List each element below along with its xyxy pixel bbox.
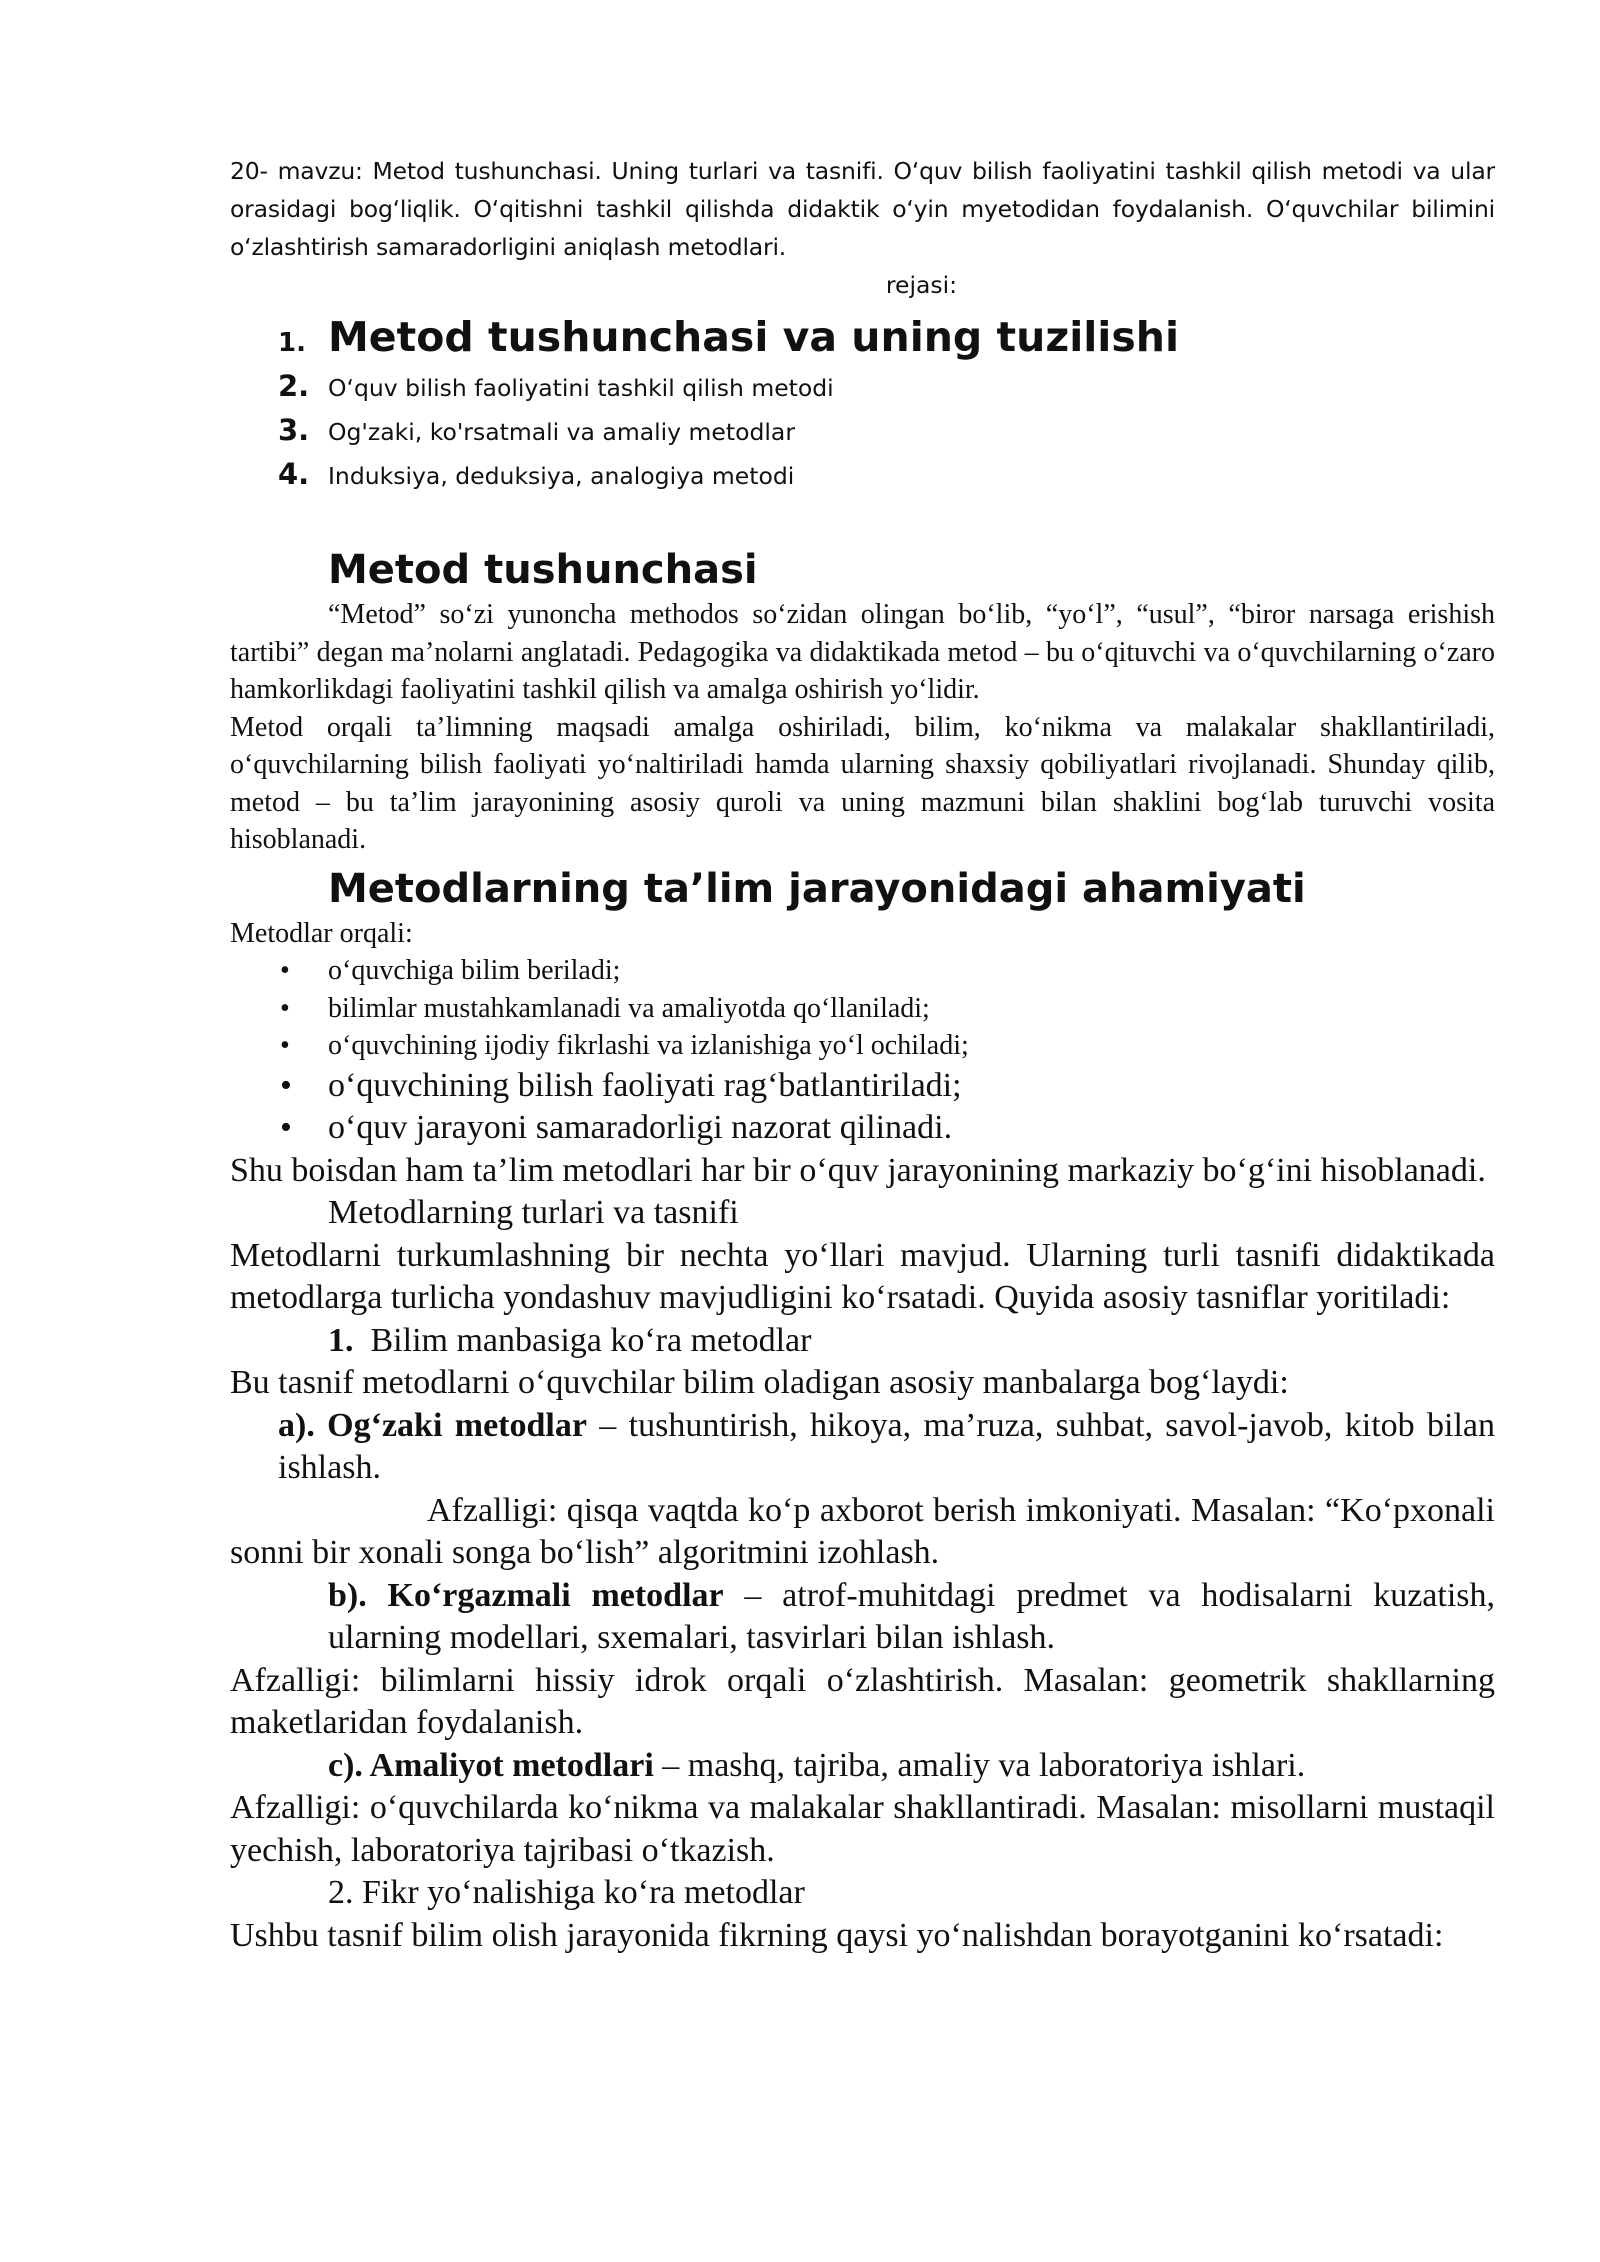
list-item: [230, 990, 1495, 1028]
bullet-icon: •: [280, 955, 290, 986]
topic-paragraph: 20- mavzu: Metod tushunchasi. Uning turlari va tasnifi. O‘quv bilish faoliyatini tashkil qilish metodi va ular orasidagi bog‘liqlik. O‘qitishni tashkil qilishda didaktik o‘yin myetodidan foydalanish. O‘quvchilar bilimini o‘zlashtirish samaradorligini aniqlash metodlari.: [230, 157, 1495, 261]
plan-item-text: Metod tushunchasi va uning tuzilishi: [328, 313, 1180, 361]
plan-item-number: 4.: [278, 457, 310, 491]
plan-item-number: 1.: [278, 328, 306, 358]
paragraph: Metod orqali ta’limning maqsadi amalga oshiriladi, bilim, ko‘nikma va malakalar shakllantiriladi, o‘quvchilarning bilish faoliyati yo‘naltiriladi hamda ularning shaxsiy qobiliyatlari rivojlanadi. Shunday qilib, metod – bu ta’lim jarayonining asosiy quroli va uning mazmuni bilan shaklini bog‘lab turuvchi vosita hisoblanadi.: [230, 711, 1495, 855]
bullet-icon: •: [280, 1030, 290, 1061]
classification-title-text: Bilim manbasiga ko‘ra metodlar: [370, 1321, 812, 1359]
list-item-text: bilimlar mustahkamlanadi va amaliyotda qo‘llaniladi;: [328, 992, 930, 1024]
method-description: – tushuntirish, hikoya, ma’ruza, suhbat, savol-javob, kitob bilan ishlash.: [278, 1406, 1496, 1486]
list-item-text: o‘quvchining bilish faoliyati rag‘batlantiriladi;: [328, 1066, 962, 1104]
paragraph: Metodlar orqali:: [230, 917, 413, 949]
plan-item: [278, 308, 1495, 366]
bullet-list: [230, 1065, 1495, 1150]
list-item: [230, 952, 1495, 990]
method-description: – mashq, tajriba, amaliy va laboratoriya ishlari.: [653, 1746, 1306, 1784]
plan-item-text: Induksiya, deduksiya, analogiya metodi: [328, 462, 795, 490]
bullet-icon: •: [280, 1066, 292, 1104]
method-prefix: c).: [328, 1746, 370, 1784]
paragraph: Shu boisdan ham ta’lim metodlari har bir o‘quv jarayonining markaziy bo‘g‘ini hisoblanadi.: [230, 1151, 1486, 1189]
method-item: [230, 1745, 1495, 1788]
advantage-paragraph: Afzalligi: bilimlarni hissiy idrok orqali o‘zlashtirish. Masalan: geometrik shakllarning maketlaridan foydalanish.: [230, 1661, 1495, 1741]
method-label: b). Ko‘rgazmali metodlar: [328, 1576, 724, 1614]
list-item-text: o‘quv jarayoni samaradorligi nazorat qilinadi.: [328, 1109, 953, 1146]
plan-item-number: 3.: [278, 413, 310, 447]
list-item-text: o‘quvchiga bilim beriladi;: [328, 955, 621, 986]
paragraph: Metodlarni turkumlashning bir nechta yo‘llari mavjud. Ularning turli tasnifi didaktikada metodlarga turlicha yondashuv mavjudligini ko‘rsatadi. Quyida asosiy tasniflar yoritiladi:: [230, 1236, 1495, 1316]
method-description: – atrof-muhitdagi predmet va hodisalarni kuzatish, ularning modellari, sxemalari, tasvirlari bilan ishlash.: [328, 1576, 1496, 1656]
paragraph: Ushbu tasnif bilim olish jarayonida fikrning qaysi yo‘nalishdan borayotganini ko‘rsatadi:: [230, 1916, 1444, 1954]
plan-item: [278, 366, 1495, 410]
plan-item-number: 2.: [278, 369, 310, 403]
method-label: a). Og‘zaki metodlar: [278, 1406, 587, 1444]
method-label: Amaliyot metodlari: [369, 1746, 654, 1784]
paragraph: Bu tasnif metodlarni o‘quvchilar bilim oladigan asosiy manbalarga bog‘laydi:: [230, 1364, 1289, 1401]
classification-number: 1.: [328, 1321, 354, 1359]
plan-label: rejasi:: [885, 271, 958, 299]
list-item-text: o‘quvchining ijodiy fikrlashi va izlanishiga yo‘l ochiladi;: [328, 1030, 969, 1061]
advantage-paragraph: Afzalligi: qisqa vaqtda ko‘p axborot berish imkoniyati. Masalan: “Ko‘pxonali sonni bir xonali songa bo‘lish” algoritmini izohlash.: [230, 1491, 1495, 1571]
bullet-icon: •: [280, 992, 290, 1024]
section-heading: Metod tushunchasi: [328, 547, 758, 593]
list-item: [230, 1027, 1495, 1065]
bullet-list: [230, 952, 1495, 1065]
list-item: [230, 1107, 1495, 1150]
paragraph: “Metod” so‘zi yunoncha methodos so‘zidan olingan bo‘lib, “yo‘l”, “usul”, “biror narsaga erishish tartibi” degan ma’nolarni anglatadi. Pedagogika va didaktikada metod – bu o‘qituvchi va o‘quvchilarning o‘zaro hamkorlikdagi faoliyatini tashkil qilish va amalga oshirish yo‘lidir.: [230, 599, 1495, 705]
document-content: [230, 152, 1495, 1957]
section-heading: Metodlarning ta’lim jarayonidagi ahamiyati: [328, 865, 1306, 912]
plan-item-text: Og'zaki, ko'rsatmali va amaliy metodlar: [328, 418, 795, 446]
method-item: [230, 1405, 1495, 1490]
section-heading: Metodlarning turlari va tasnifi: [328, 1194, 739, 1231]
method-item: [230, 1575, 1495, 1660]
classification-title: 2. Fikr yo‘nalishiga ko‘ra metodlar: [328, 1874, 805, 1911]
classification-title: [230, 1320, 1495, 1363]
bullet-icon: •: [280, 1109, 292, 1146]
plan-item: [278, 454, 1495, 498]
advantage-paragraph: Afzalligi: o‘quvchilarda ko‘nikma va malakalar shakllantiradi. Masalan: misollarni mustaqil yechish, laboratoriya tajribasi o‘tkazish.: [230, 1789, 1495, 1869]
list-item: [230, 1065, 1495, 1108]
plan-list: [278, 308, 1495, 498]
plan-item-text: O‘quv bilish faoliyatini tashkil qilish metodi: [328, 374, 834, 402]
plan-item: [278, 410, 1495, 454]
